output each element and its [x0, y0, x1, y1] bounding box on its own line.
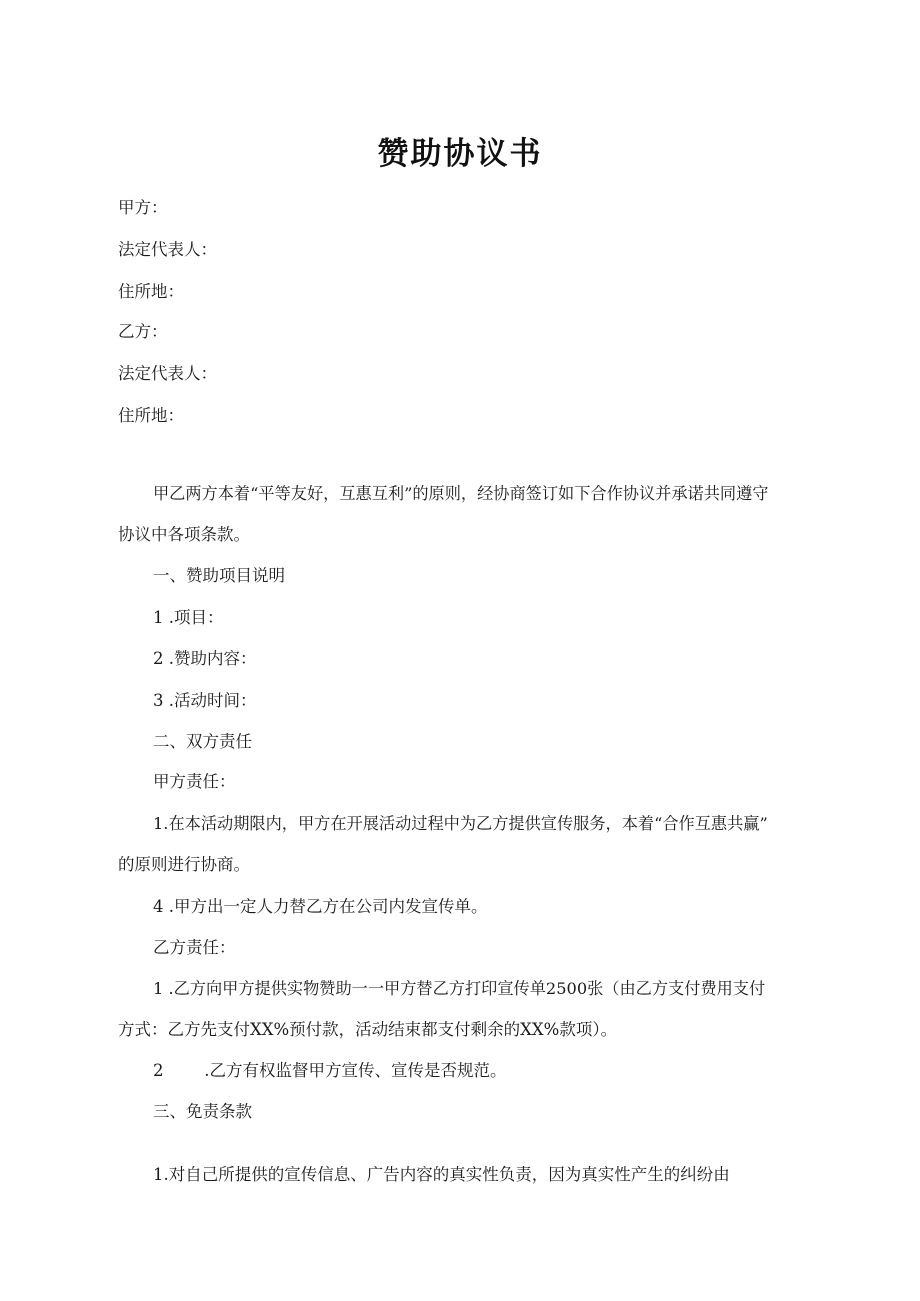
item-number: 1	[153, 608, 164, 627]
clause-text: .乙方有权监督甲方宣传、宣传是否规范。	[204, 1061, 507, 1080]
document-title: 赞助协议书	[377, 136, 543, 172]
intro-paragraph-line-2: 协议中各项条款。	[118, 525, 250, 544]
section-1-heading: 一、赞助项目说明	[153, 566, 285, 585]
section-3-clause-1-line-1: 1.对自己所提供的宣传信息、广告内容的真实性负责，因为真实性产生的纠纷由	[153, 1165, 730, 1184]
item-text: .活动时间：	[168, 691, 257, 710]
party-a-label: 甲方：	[118, 198, 168, 217]
item-text: .项目：	[168, 608, 224, 627]
party-a-address-label: 住所地：	[118, 282, 184, 301]
intro-paragraph-line-1: 甲乙两方本着“平等友好，互惠互利”的原则，经协商签订如下合作协议并承诺共同遵守	[153, 484, 769, 503]
section-3-heading: 三、免责条款	[153, 1102, 252, 1121]
party-a-clause-1-line-2: 的原则进行协商。	[118, 855, 250, 874]
party-a-representative-label: 法定代表人：	[118, 240, 217, 259]
party-a-clause-1-line-1: 1.在本活动期限内，甲方在开展活动过程中为乙方提供宣传服务，本着“合作互惠共赢”	[153, 814, 768, 833]
party-b-clause-1-line-2: 方式：乙方先支付XX%预付款，活动结束都支付剩余的XX%款项）。	[118, 1020, 618, 1039]
party-b-label: 乙方：	[118, 322, 168, 341]
party-b-responsibility-heading: 乙方责任：	[153, 938, 236, 957]
item-text: .赞助内容：	[168, 649, 257, 668]
party-a-responsibility-heading: 甲方责任：	[153, 772, 236, 791]
section-1-item-time	[153, 690, 257, 712]
section-1-item-project	[153, 607, 224, 629]
party-b-representative-label: 法定代表人：	[118, 364, 217, 383]
clause-number: 4	[153, 897, 164, 916]
party-b-address-label: 住所地：	[118, 406, 184, 425]
item-number: 3	[153, 691, 164, 710]
party-a-clause-2	[153, 896, 488, 918]
clause-number: 1	[153, 979, 164, 998]
clause-text: .甲方出一定人力替乙方在公司内发宣传单。	[168, 897, 488, 916]
section-2-heading: 二、双方责任	[153, 732, 252, 751]
section-1-item-content	[153, 648, 257, 670]
party-b-clause-1-line-1	[153, 978, 765, 1000]
party-b-clause-2	[153, 1060, 507, 1082]
clause-text: .乙方向甲方提供实物赞助一一甲方替乙方打印宣传单2500张（由乙方支付费用支付	[168, 979, 766, 998]
clause-number: 2	[153, 1061, 164, 1080]
item-number: 2	[153, 649, 164, 668]
